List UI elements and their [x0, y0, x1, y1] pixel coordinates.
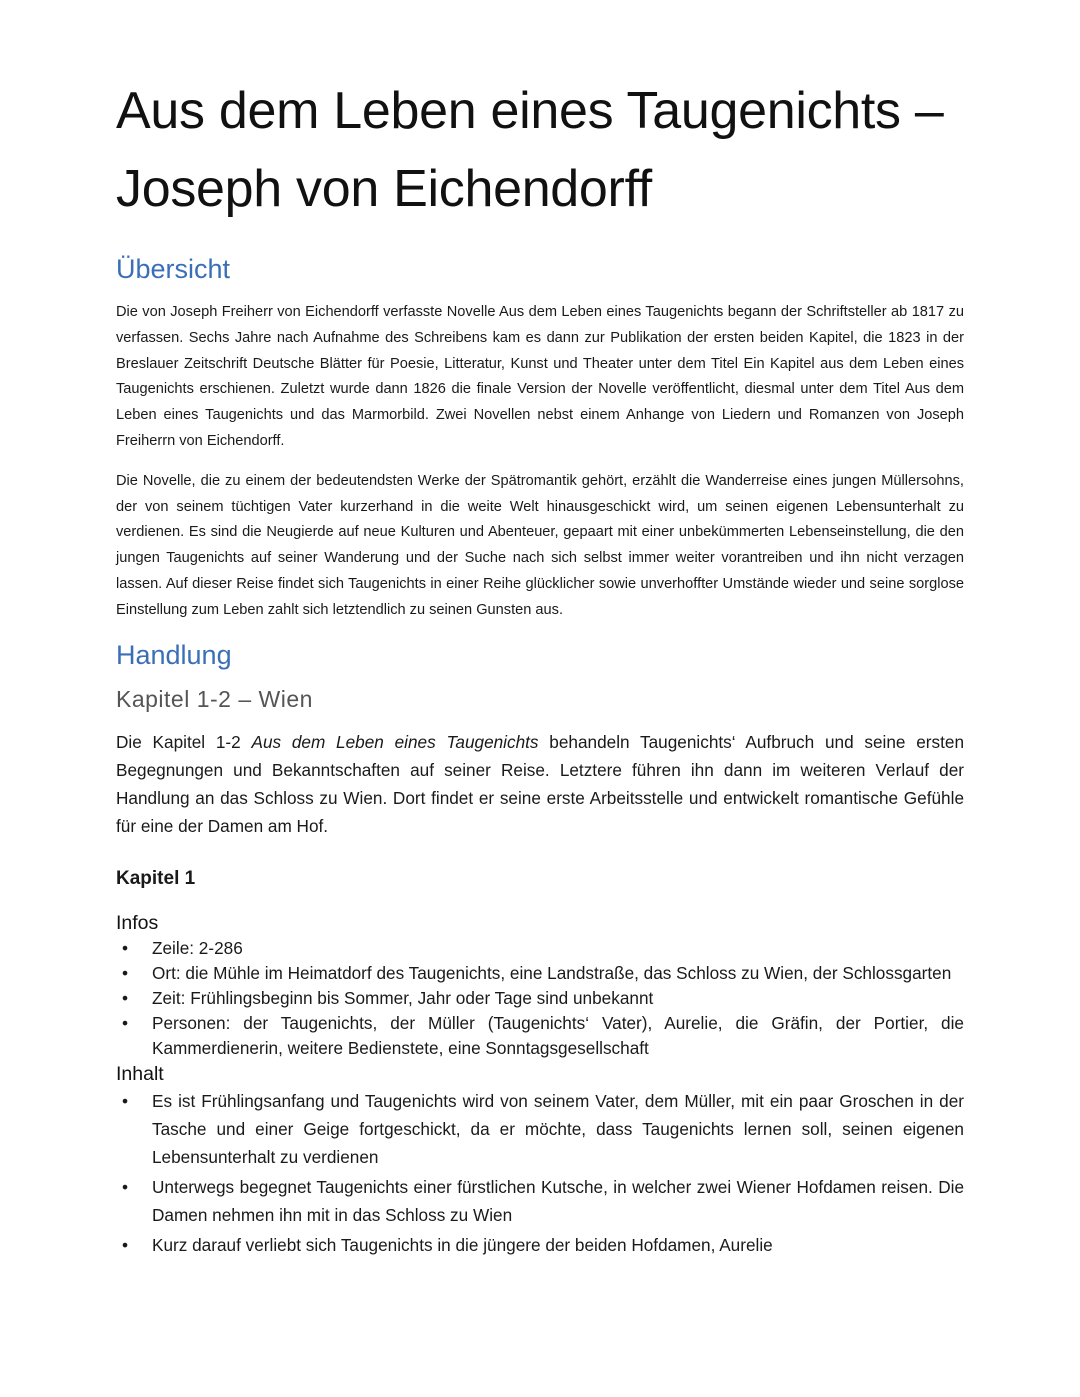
inhalt-list — [116, 1087, 964, 1259]
heading-infos: Infos — [116, 911, 159, 934]
bullet-icon: • — [122, 1012, 129, 1033]
title-line-2: Joseph von Eichendorff — [116, 160, 652, 218]
bullet-icon: • — [122, 962, 129, 983]
inhalt-item-2: Unterwegs begegnet Taugenichts einer fürstlichen Kutsche, in welcher zwei Wiener Hofdamen reisen. Die Damen nehmen ihn mit in das Schloss zu Wien — [152, 1176, 964, 1225]
info-zeile: Zeile: 2-286 — [152, 937, 243, 958]
heading-handlung: Handlung — [116, 639, 232, 670]
bullet-icon: • — [122, 987, 129, 1008]
heading-kapitel-1: Kapitel 1 — [116, 867, 196, 889]
intro-book-title: Aus dem Leben eines Taugenichts — [251, 731, 539, 752]
list-item — [116, 936, 964, 961]
info-zeit: Zeit: Frühlingsbeginn bis Sommer, Jahr oder Tage sind unbekannt — [152, 987, 654, 1008]
uebersicht-paragraph-2: Die Novelle, die zu einem der bedeutendsten Werke der Spätromantik gehört, erzählt die Wanderreise eines jungen Müllersohns, der von seinem tüchtigen Vater kurzerhand in die weite Welt hinausgeschickt wird, um seinen eigenen Lebensunterhalt zu verdienen. Es sind die Neugierde auf neue Kulturen und Abenteuer, gepaart mit einer unbekümmerten Lebenseinstellung, die den jungen Taugenichts auf seiner Wanderung und der Suche nach sich selbst immer weiter vorantreiben und ihn nicht verzagen lassen. Auf dieser Reise findet sich Taugenichts in einer Reihe glücklicher sowie unverhoffter Umstände wieder und seine sorglose Einstellung zum Leben zahlt sich letztendlich zu seinen Gunsten aus. — [116, 472, 964, 618]
uebersicht-paragraph-1: Die von Joseph Freiherr von Eichendorff verfasste Novelle Aus dem Leben eines Taugenichts begann der Schriftsteller ab 1817 zu verfassen. Sechs Jahre nach Aufnahme des Schreibens kam es dann zur Publikation der ersten beiden Kapitel, die 1823 in der Breslauer Zeitschrift Deutsche Blätter für Poesie, Litteratur, Kunst und Theater unter dem Titel Ein Kapitel aus dem Leben eines Taugenichts erschienen. Zuletzt wurde dann 1826 die finale Version der Novelle veröffentlicht, diesmal unter dem Titel Aus dem Leben eines Taugenichts und das Marmorbild. Zwei Novellen nebst einem Anhange von Liedern und Romanzen von Joseph Freiherrn von Eichendorff. — [116, 304, 964, 449]
intro-prefix: Die Kapitel 1-2 — [116, 731, 252, 752]
list-item — [116, 986, 964, 1011]
info-personen: Personen: der Taugenichts, der Müller (Taugenichts‘ Vater), Aurelie, die Gräfin, der Portier, die Kammerdienerin, weitere Bedienstete, eine Sonntagsgesellschaft — [152, 1012, 964, 1058]
inhalt-item-3: Kurz darauf verliebt sich Taugenichts in die jüngere der beiden Hofdamen, Aurelie — [152, 1234, 773, 1255]
list-item — [116, 1011, 964, 1061]
title-line-1: Aus dem Leben eines Taugenichts – — [116, 82, 944, 140]
document-title — [116, 72, 964, 228]
bullet-icon: • — [122, 937, 129, 958]
bullet-icon: • — [122, 1234, 129, 1255]
list-item — [116, 1087, 964, 1171]
bullet-icon: • — [122, 1176, 129, 1197]
list-item — [116, 1173, 964, 1229]
intro-rest: behandeln Taugenichts‘ Aufbruch und seine ersten Begegnungen und Bekanntschaften auf seiner Reise. Letztere führen ihn dann im weiteren Verlauf der Handlung an das Schloss zu Wien. Dort findet er seine erste Arbeitsstelle und entwickelt romantische Gefühle für eine der Damen am Hof. — [116, 731, 965, 836]
heading-inhalt: Inhalt — [116, 1062, 164, 1085]
heading-kapitel-1-2: Kapitel 1-2 – Wien — [116, 685, 313, 712]
info-ort: Ort: die Mühle im Heimatdorf des Taugenichts, eine Landstraße, das Schloss zu Wien, der Schlossgarten — [152, 962, 952, 983]
bullet-icon: • — [122, 1090, 129, 1111]
list-item — [116, 1231, 964, 1259]
list-item — [116, 961, 964, 986]
infos-list — [116, 936, 964, 1061]
handlung-intro — [116, 728, 964, 840]
heading-uebersicht: Übersicht — [116, 254, 231, 284]
inhalt-item-1: Es ist Frühlingsanfang und Taugenichts wird von seinem Vater, dem Müller, mit ein paar Groschen in der Tasche und einer Geige fortgeschickt, da er möchte, dass Taugenichts lernen soll, seinen eigenen Lebensunterhalt zu verdienen — [152, 1090, 964, 1167]
